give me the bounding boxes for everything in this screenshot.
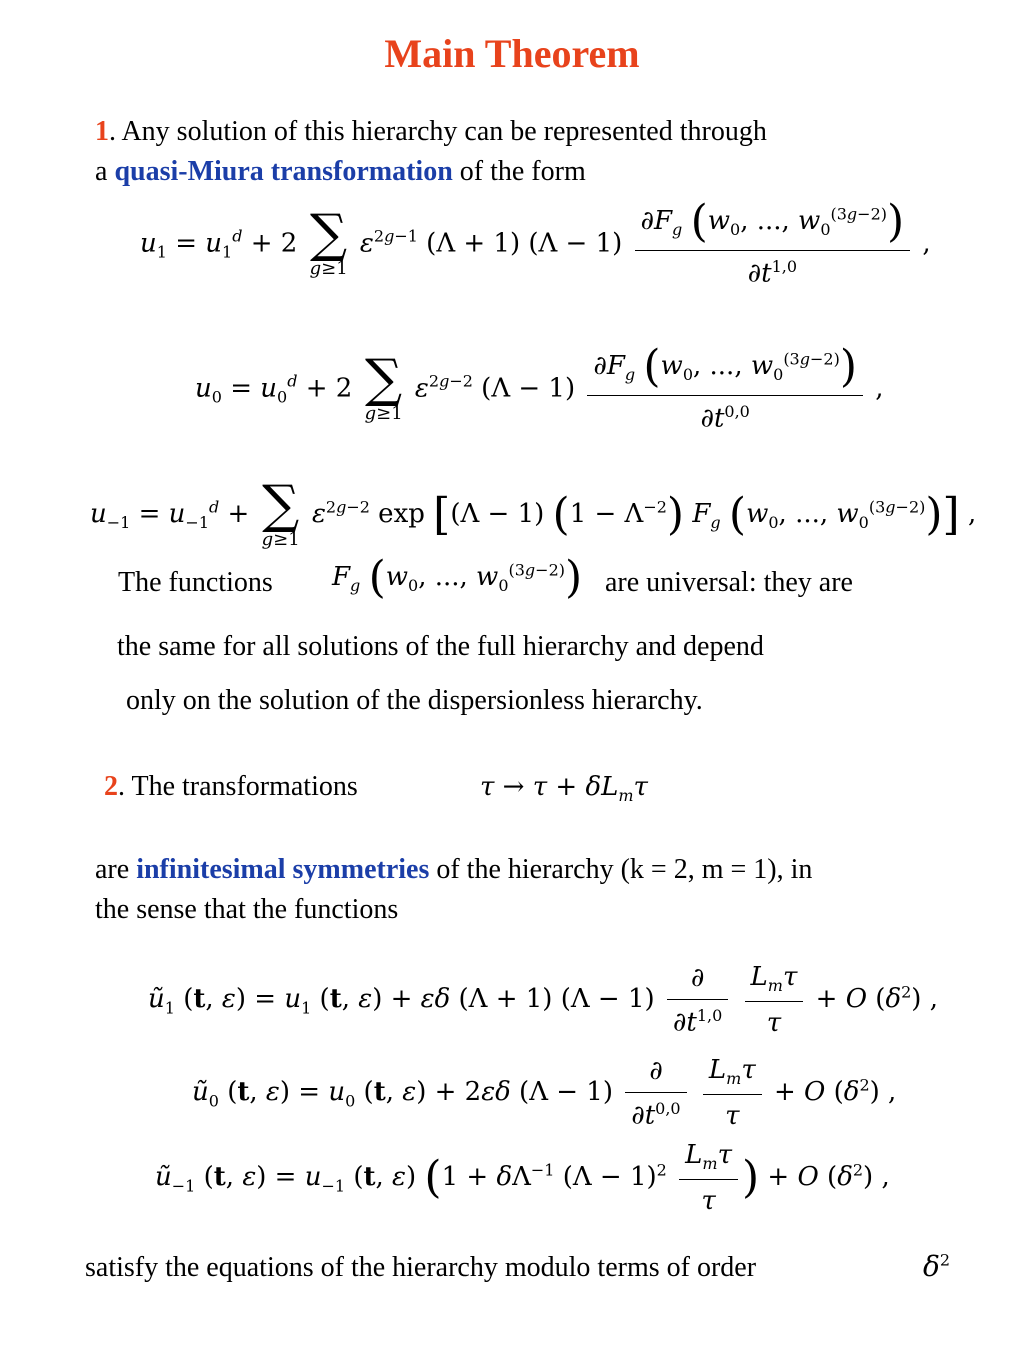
p1-text-c: of the form — [452, 156, 586, 187]
page-title: Main Theorem — [384, 31, 640, 76]
item-number-1: 1 — [95, 116, 109, 147]
p1-text-b: a — [95, 156, 115, 187]
equation-u0: $u_0 = u_0^d + 2$ ∑ g≥1 $\varepsilon^{2g-2}$ (Λ − 1) $\frac{\partial F_g (w_0, ..., w_0^{(3g-2)})}{\partial t^{0,0}}$ , — [195, 341, 884, 434]
p1b-text-b: are universal: they are — [605, 567, 853, 598]
equation-u1: $u_1 = u_1^d + 2$ ∑ g≥1 $\varepsilon^{2g-1}$ (Λ + 1) (Λ − 1) $\frac{\partial F_g (w_0, ..., w_0^{(3g-2)})}{\partial t^{1,0}}$ , — [140, 196, 931, 289]
quasi-miura-highlight: quasi-Miura transformation — [114, 156, 453, 187]
p1b-text-a: The functions — [118, 567, 273, 598]
p2-text-a: . The transformations — [118, 771, 358, 802]
paragraph-2-line-1 — [104, 767, 358, 807]
paragraph-1-line-2 — [95, 152, 586, 192]
infinitesimal-symmetries-highlight: infinitesimal symmetries — [136, 854, 430, 885]
p1b-line-2: the same for all solutions of the full hierarchy and depend — [117, 631, 764, 662]
paragraph-1-line-1 — [95, 112, 767, 152]
delta-squared-formula: $\delta^2$ — [923, 1250, 951, 1283]
p1b-line-3: only on the solution of the dispersionless hierarchy. — [126, 685, 703, 716]
paragraph-2-line-3: the sense that the functions — [95, 894, 399, 925]
equation-u1-tilde: $ũ_1$ (t, $\varepsilon) = u_1$ (t, ε) + εδ (Λ + 1) (Λ − 1) $\frac{\partial}{\partial t^{1,0}}$ $\frac{L_m\tau}{\tau}$ + O $(\delta^2)$ , — [148, 962, 938, 1039]
formula-tau-transformation: $\tau \to \tau + \delta L_m\tau$ — [480, 772, 648, 806]
closing-text: satisfy the equations of the hierarchy modulo terms of order — [85, 1252, 757, 1283]
equation-u-minus-1-tilde: $ũ_{-1}$ (t, $\varepsilon) = u_{-1}$ (t, ε) ($1 + \delta\Lambda^{-1}$ $(\Lambda - 1)^2$ $\frac{L_m\tau}{\tau}$ ) + O $(\delta^2)$ , — [155, 1140, 890, 1217]
equation-u-minus-1: $u_{-1} = u_{-1}^d$ + ∑ g≥1 $\varepsilon^{2g-2}$ exp [(Λ − 1) $(1 - \Lambda^{-2})$ $F_g$ ($w_0$, ..., $w_0^{(3g-2)}$)] , — [90, 475, 977, 550]
inline-formula-fg: $F_g$ ($w_0$, ..., $w_0^{(3g-2)}$) — [332, 552, 583, 603]
equation-u0-tilde: $ũ_0$ (t, $\varepsilon) = u_0$ (t, ε) + 2εδ (Λ − 1) $\frac{\partial}{\partial t^{0,0}}$ $\frac{L_m\tau}{\tau}$ + O $(\delta^2)$ , — [192, 1055, 897, 1132]
p2-line2-a: are — [95, 854, 137, 885]
p2-line2-b: of the hierarchy (k = 2, m = 1), in — [429, 854, 813, 885]
p1-text-a: . Any solution of this hierarchy can be represented through — [109, 116, 767, 147]
item-number-2: 2 — [104, 771, 118, 802]
paragraph-2-line-2 — [95, 850, 812, 890]
